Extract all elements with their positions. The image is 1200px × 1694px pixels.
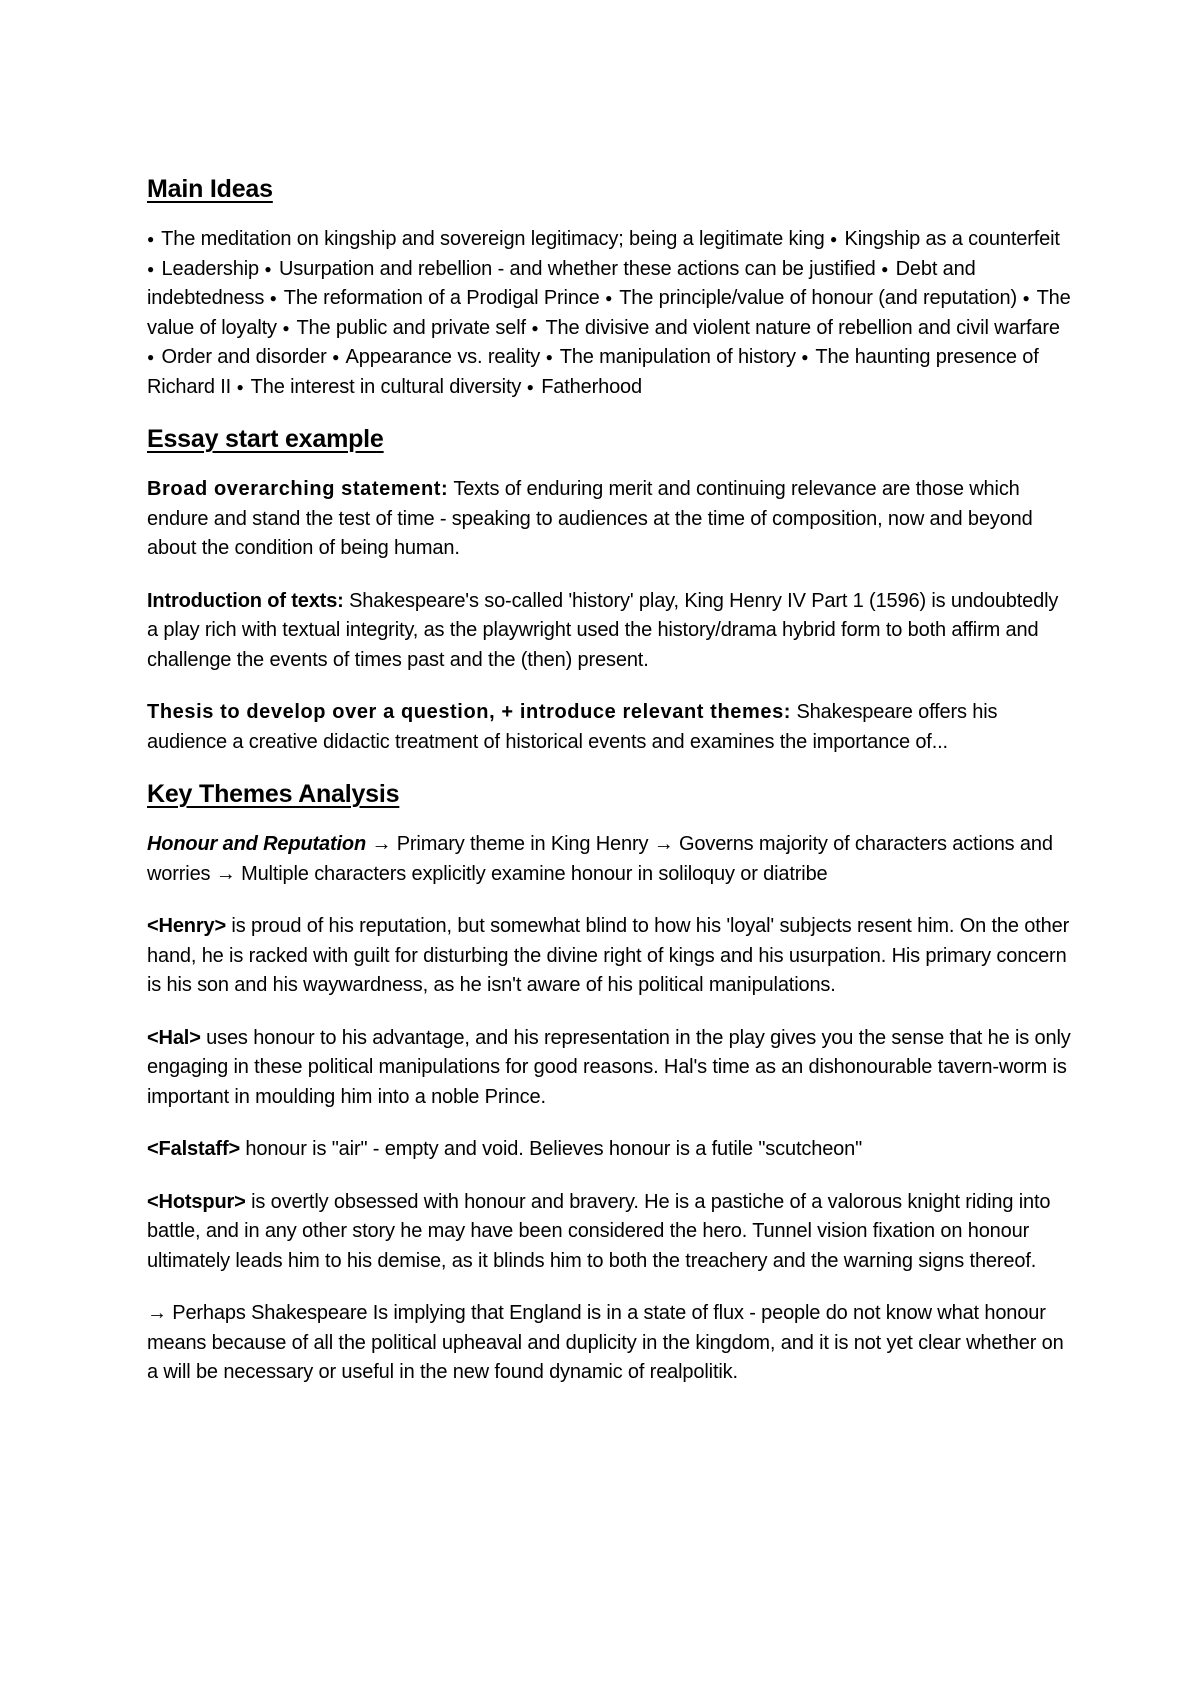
bullet-icon: ● [881, 261, 889, 276]
hotspur-text: is overtly obsessed with honour and bravery. He is a pastiche of a valorous knight riding into battle, and in any other story he may have been considered the hero. Tunnel vision fixation on honour ultimately leads him to his demise, as it blinds him to both the treachery and the warning signs thereof. [147, 1190, 1051, 1272]
bullet-icon: ● [236, 379, 244, 394]
main-idea-item: Fatherhood [541, 375, 642, 398]
broad-statement-paragraph [147, 475, 1072, 564]
introduction-text: Shakespeare's so-called 'history' play, King Henry IV Part 1 (1596) is undoubtedly a play rich with textual integrity, as the playwright used the history/drama hybrid form to both affirm and challenge the events of times past and the (then) present. [147, 589, 1059, 671]
bullet-icon: ● [332, 350, 340, 364]
thesis-paragraph [147, 698, 1072, 757]
thesis-label: Thesis to develop over a question, + introduce relevant themes: [147, 701, 792, 723]
hotspur-label: <Hotspur> [147, 1190, 246, 1213]
main-idea-item: The interest in cultural diversity [250, 375, 522, 398]
broad-statement-label: Broad overarching statement: [147, 478, 449, 500]
main-idea-item: Leadership [161, 257, 259, 280]
henry-paragraph [147, 912, 1072, 1001]
main-idea-item: The public and private self [296, 316, 526, 339]
bullet-icon: ● [1022, 291, 1030, 305]
bullet-icon: ● [147, 261, 155, 276]
thesis-text: Shakespeare offers his audience a creative didactic treatment of historical events and examines the importance of... [147, 701, 998, 753]
main-idea-item: Appearance vs. reality [345, 346, 541, 368]
bullet-icon: ● [801, 350, 809, 364]
main-idea-item: Usurpation and rebellion - and whether these actions can be justified [278, 257, 876, 280]
falstaff-paragraph [147, 1135, 1072, 1165]
hotspur-paragraph [147, 1188, 1072, 1277]
main-idea-item: Kingship as a counterfeit [844, 228, 1060, 250]
main-idea-item: The manipulation of history [559, 346, 796, 368]
conclusion-paragraph: → Perhaps Shakespeare Is implying that England is in a state of flux - people do not know what honour means because of all the political upheaval and duplicity in the kingdom, and it is not yet clear whether on a will be necessary or useful in the new found dynamic of realpolitik. [147, 1302, 1064, 1383]
bullet-icon: ● [147, 232, 155, 246]
bullet-icon: ● [269, 291, 277, 305]
henry-label: <Henry> [147, 915, 226, 937]
falstaff-text: honour is "air" - empty and void. Believes honour is a futile "scutcheon" [239, 1138, 863, 1160]
main-idea-item: The reformation of a Prodigal Prince [283, 287, 600, 309]
bullet-icon: ● [545, 350, 553, 364]
falstaff-label: <Falstaff> [147, 1138, 240, 1160]
bullet-icon: ● [605, 291, 613, 305]
henry-text: is proud of his reputation, but somewhat blind to how his 'loyal' subjects resent him. On the other hand, he is racked with guilt for disturbing the divine right of kings and his usurpation. His primary concern is his son and his waywardness, as he isn't aware of his political manipulations. [147, 915, 1070, 996]
document-page [147, 172, 1072, 1388]
bullet-icon: ● [531, 320, 539, 335]
bullet-icon: ● [282, 320, 290, 335]
main-idea-item: The value of loyalty [147, 287, 1071, 339]
broad-statement-text: Texts of enduring merit and continuing relevance are those which endure and stand the test of time - speaking to audiences at the time of composition, now and beyond about the condition of being human. [147, 478, 1033, 559]
hal-label: <Hal> [147, 1026, 201, 1049]
honour-theme-label: Honour and Reputation [147, 833, 367, 855]
main-idea-item: Debt and indebtedness [147, 257, 976, 309]
hal-text: uses honour to his advantage, and his representation in the play gives you the sense that he is only engaging in these political manipulations for good reasons. Hal's time as an dishonourable tavern-worm is important in moulding him into a noble Prince. [147, 1026, 1071, 1108]
bullet-icon: ● [147, 350, 155, 364]
bullet-icon: ● [526, 379, 534, 394]
main-idea-item: The haunting presence of Richard II [147, 346, 1039, 398]
main-idea-item: The divisive and violent nature of rebellion and civil warfare [545, 316, 1060, 339]
essay-start-heading: Essay start example [147, 425, 384, 453]
honour-theme-paragraph [147, 830, 1072, 889]
main-idea-item: The meditation on kingship and sovereign legitimacy; being a legitimate king [161, 228, 825, 250]
key-themes-heading: Key Themes Analysis [147, 780, 400, 808]
bullet-icon: ● [264, 261, 272, 276]
introduction-paragraph [147, 587, 1072, 676]
hal-paragraph [147, 1024, 1072, 1113]
main-ideas-heading: Main Ideas [147, 175, 273, 203]
main-ideas-list [147, 225, 1072, 402]
bullet-icon: ● [830, 232, 838, 246]
main-idea-item: Order and disorder [161, 346, 327, 368]
honour-theme-text: → Primary theme in King Henry → Governs majority of characters actions and worries → Multiple characters explicitly examine honour in soliloquy or diatribe [147, 833, 1053, 885]
introduction-label: Introduction of texts: [147, 589, 344, 612]
main-idea-item: The principle/value of honour (and reputation) [619, 287, 1018, 309]
